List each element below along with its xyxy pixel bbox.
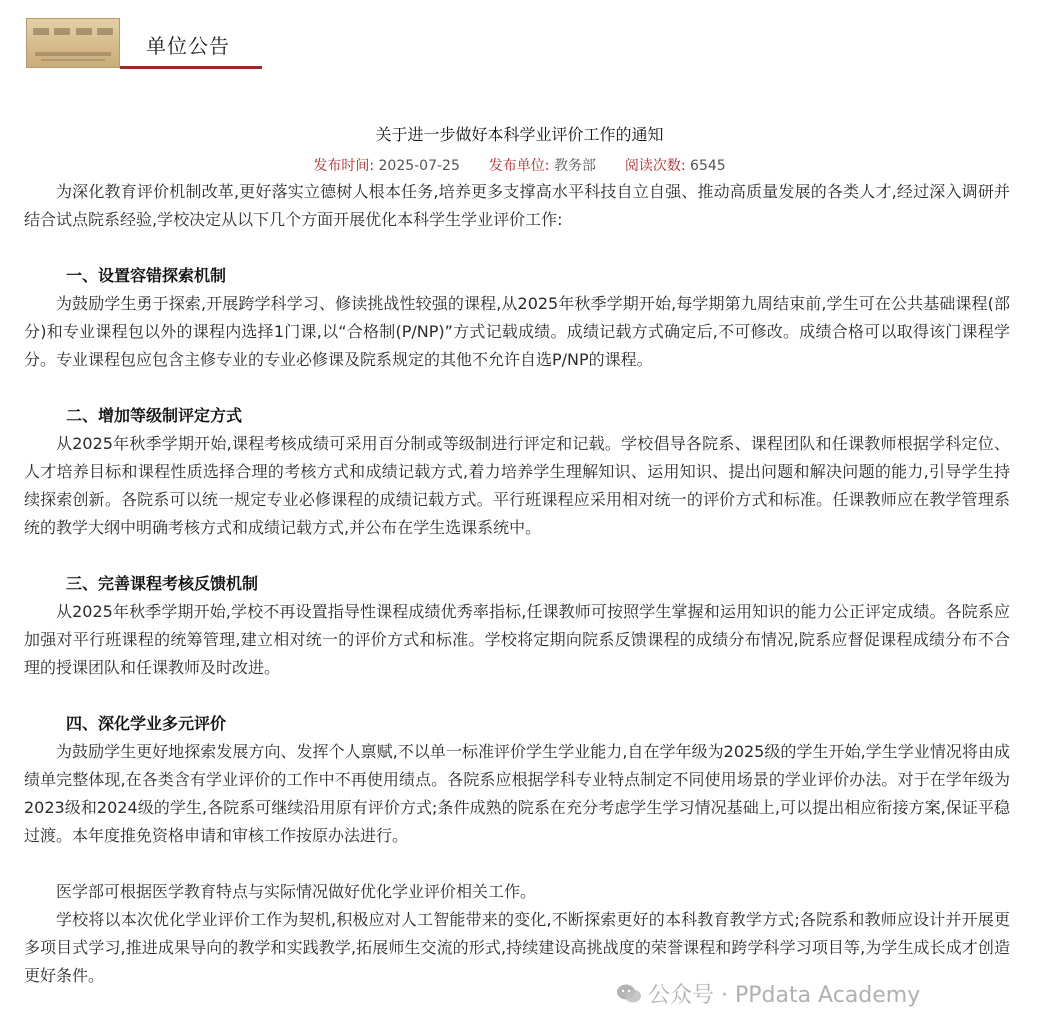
views-label: 阅读次数:: [624, 158, 686, 174]
wechat-icon: [616, 983, 642, 1005]
watermark: [616, 978, 920, 1009]
watermark-text: 公众号 · PPdata Academy: [648, 983, 921, 1008]
section-paragraph: 从2025年秋季学期开始,课程考核成绩可采用百分制或等级制进行评定和记载。学校倡导各院系、课程团队和任课教师根据学科定位、人才培养目标和课程性质选择合理的考核方式和成绩记载方式,着力培养学生理解知识、运用知识、提出问题和解决问题的能力,引导学生持续探索创新。各院系可以统一规定专业必修课程的成绩记载方式。平行班课程应采用相对统一的评价方式和标准。任课教师应在教学管理系统的教学大纲中明确考核方式和成绩记载方式,并公布在学生选课系统中。: [24, 434, 1010, 537]
section-heading: 二、增加等级制评定方式: [66, 406, 243, 425]
page-header: [26, 18, 262, 70]
closing-paragraph: 医学部可根据医学教育特点与实际情况做好优化学业评价相关工作。: [56, 882, 537, 901]
publish-date: 2025-07-25: [378, 158, 460, 174]
section-paragraph: 从2025年秋季学期开始,学校不再设置指导性课程成绩优秀率指标,任课教师可按照学生掌握和运用知识的能力公正评定成绩。各院系应加强对平行班课程的统筹管理,建立相对统一的评价方式和标准。学校将定期向院系反馈课程的成绩分布情况,院系应督促课程成绩分布不合理的授课团队和任课教师及时改进。: [24, 602, 1010, 677]
closing-paragraph: 学校将以本次优化学业评价工作为契机,积极应对人工智能带来的变化,不断探索更好的本科教育教学方式;各院系和教师应设计并开展更多项目式学习,推进成果导向的教学和实践教学,拓展师生交流的形式,持续建设高挑战度的荣誉课程和跨学科学习项目等,为学生成长成才创造更好条件。: [24, 910, 1010, 985]
logo: [26, 18, 120, 68]
date-label: 发布时间:: [313, 158, 375, 174]
notice-body: [24, 178, 1010, 990]
intro-paragraph: 为深化教育评价机制改革,更好落实立德树人根本任务,培养更多支撑高水平科技自立自强、推动高质量发展的各类人才,经过深入调研并结合试点院系经验,学校决定从以下几个方面开展优化本科学生学业评价工作:: [24, 182, 1010, 229]
view-count: 6545: [690, 158, 726, 174]
unit-label: 发布单位:: [488, 158, 550, 174]
section-heading: 一、设置容错探索机制: [66, 266, 227, 285]
section-paragraph: 为鼓励学生勇于探索,开展跨学科学习、修读挑战性较强的课程,从2025年秋季学期开始,每学期第九周结束前,学生可在公共基础课程(部分)和专业课程包以外的课程内选择1门课,以“合格制(P/NP)”方式记载成绩。成绩记载方式确定后,不可修改。成绩合格可以取得该门课程学分。专业课程包应包含主修专业的专业必修课及院系规定的其他不允许自选P/NP的课程。: [24, 294, 1010, 369]
section-title: 单位公告: [146, 34, 230, 58]
notice-meta: [0, 155, 1039, 175]
publish-unit: 教务部: [553, 158, 596, 174]
section-heading: 四、深化学业多元评价: [66, 714, 227, 733]
section-paragraph: 为鼓励学生更好地探索发展方向、发挥个人禀赋,不以单一标准评价学生学业能力,自在学年级为2025级的学生开始,学生学业情况将由成绩单完整体现,在各类含有学业评价的工作中不再使用绩点。各院系应根据学科专业特点制定不同使用场景的学业评价办法。对于在学年级为2023级和2024级的学生,各院系可继续沿用原有评价方式;条件成熟的院系在充分考虑学生学习情况基础上,可以提出相应衔接方案,保证平稳过渡。本年度推免资格申请和审核工作按原办法进行。: [24, 742, 1010, 845]
title-underline: [120, 66, 262, 69]
section-heading: 三、完善课程考核反馈机制: [66, 574, 259, 593]
notice-title: 关于进一步做好本科学业评价工作的通知: [375, 125, 664, 144]
